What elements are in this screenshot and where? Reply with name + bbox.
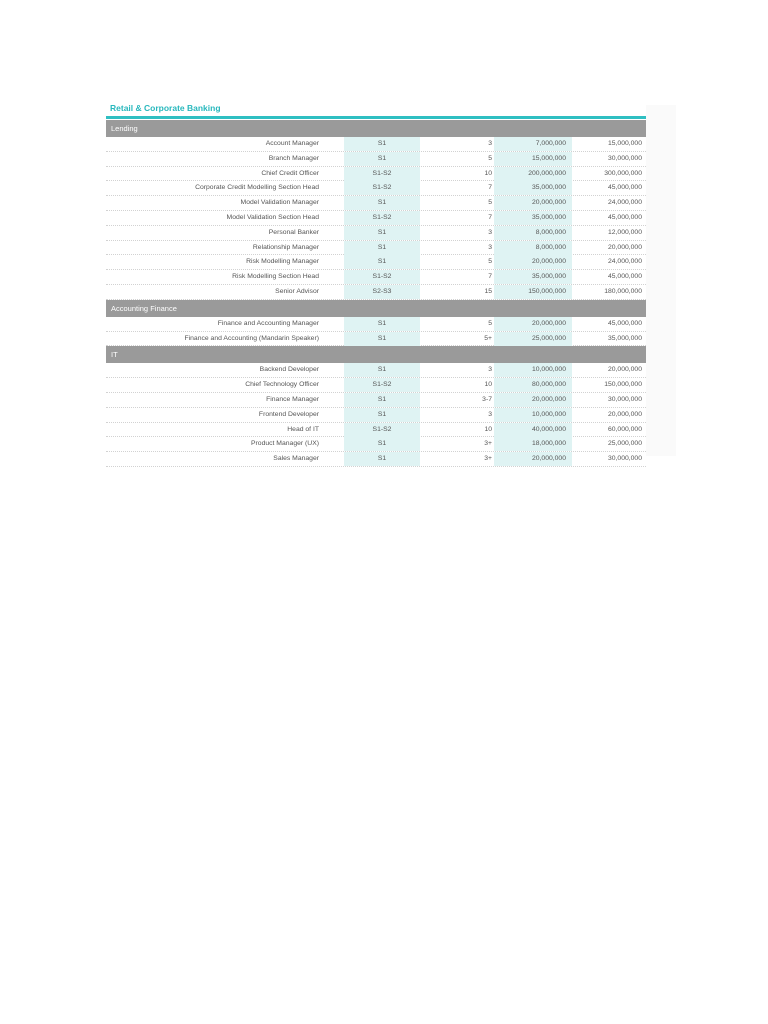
experience-cell: 7 <box>488 273 492 281</box>
max-salary-cell: 35,000,000 <box>607 334 642 342</box>
role-cell: Relationship Manager <box>252 243 319 251</box>
max-salary-cell: 30,000,000 <box>607 455 642 463</box>
role-cell: Finance and Accounting Manager <box>217 319 319 327</box>
role-cell: Corporate Credit Modelling Section Head <box>195 184 319 192</box>
table-row <box>106 255 646 270</box>
level-cell: S1 <box>344 137 420 151</box>
level-cell: S1 <box>344 226 420 240</box>
level-cell: S1 <box>344 363 420 377</box>
experience-cell: 3 <box>488 366 492 374</box>
role-cell: Personal Banker <box>268 228 319 236</box>
max-salary-cell: 30,000,000 <box>607 395 642 403</box>
experience-cell: 3 <box>488 410 492 418</box>
max-salary-cell: 20,000,000 <box>607 243 642 251</box>
max-salary-cell: 15,000,000 <box>607 140 642 147</box>
max-salary-cell: 20,000,000 <box>607 410 642 418</box>
experience-cell: 3 <box>488 228 492 236</box>
experience-cell: 5 <box>488 258 492 266</box>
min-salary-cell: 20,000,000 <box>494 255 572 269</box>
role-cell: Finance Manager <box>266 395 319 403</box>
experience-cell: 3 <box>488 140 492 147</box>
min-salary-cell: 20,000,000 <box>494 393 572 407</box>
table-row <box>106 181 646 196</box>
experience-cell: 5 <box>488 199 492 207</box>
title-underline <box>106 116 646 119</box>
max-salary-cell: 24,000,000 <box>607 199 642 207</box>
table-row <box>106 211 646 226</box>
experience-cell: 10 <box>484 381 492 389</box>
table-row <box>106 408 646 423</box>
experience-cell: 3 <box>488 243 492 251</box>
max-salary-cell: 25,000,000 <box>607 440 642 448</box>
role-cell: Frontend Developer <box>258 410 319 418</box>
min-salary-cell: 15,000,000 <box>494 152 572 166</box>
max-salary-cell: 300,000,000 <box>604 169 642 177</box>
table-row <box>106 137 646 152</box>
min-salary-cell: 80,000,000 <box>494 378 572 392</box>
table-row <box>106 363 646 378</box>
table-row <box>106 423 646 438</box>
level-cell: S1 <box>344 452 420 466</box>
level-cell: S1-S2 <box>344 211 420 225</box>
level-cell: S1-S2 <box>344 270 420 284</box>
page-title: Retail & Corporate Banking <box>110 103 221 113</box>
page-edge-shade <box>646 105 676 456</box>
role-cell: Branch Manager <box>268 154 319 162</box>
min-salary-cell: 7,000,000 <box>494 137 572 151</box>
max-salary-cell: 45,000,000 <box>607 273 642 281</box>
min-salary-cell: 25,000,000 <box>494 332 572 346</box>
experience-cell: 7 <box>488 184 492 192</box>
table-row <box>106 437 646 452</box>
role-cell: Account Manager <box>265 140 319 147</box>
experience-cell: 15 <box>484 287 492 295</box>
level-cell: S1 <box>344 408 420 422</box>
max-salary-cell: 180,000,000 <box>604 287 642 295</box>
role-cell: Finance and Accounting (Mandarin Speaker) <box>184 334 319 342</box>
level-cell: S1 <box>344 152 420 166</box>
min-salary-cell: 8,000,000 <box>494 226 572 240</box>
section-header: Lending <box>106 120 646 137</box>
min-salary-cell: 20,000,000 <box>494 317 572 331</box>
experience-cell: 10 <box>484 169 492 177</box>
role-cell: Backend Developer <box>259 366 319 374</box>
min-salary-cell: 10,000,000 <box>494 363 572 377</box>
experience-cell: 7 <box>488 213 492 221</box>
experience-cell: 3-7 <box>482 395 492 403</box>
section-header: Accounting Finance <box>106 300 646 317</box>
min-salary-cell: 150,000,000 <box>494 285 572 299</box>
level-cell: S1 <box>344 393 420 407</box>
table-row <box>106 332 646 347</box>
table-row <box>106 393 646 408</box>
level-cell: S1-S2 <box>344 167 420 181</box>
level-cell: S1-S2 <box>344 423 420 437</box>
role-cell: Risk Modelling Section Head <box>232 273 319 281</box>
role-cell: Model Validation Manager <box>240 199 319 207</box>
max-salary-cell: 12,000,000 <box>607 228 642 236</box>
experience-cell: 5 <box>488 319 492 327</box>
salary-table <box>106 120 646 463</box>
level-cell: S1-S2 <box>344 181 420 195</box>
min-salary-cell: 35,000,000 <box>494 211 572 225</box>
max-salary-cell: 45,000,000 <box>607 184 642 192</box>
max-salary-cell: 30,000,000 <box>607 154 642 162</box>
min-salary-cell: 35,000,000 <box>494 181 572 195</box>
table-row <box>106 317 646 332</box>
table-row <box>106 378 646 393</box>
table-row <box>106 196 646 211</box>
role-cell: Head of IT <box>287 425 319 433</box>
table-row <box>106 226 646 241</box>
role-cell: Senior Advisor <box>275 287 319 295</box>
min-salary-cell: 35,000,000 <box>494 270 572 284</box>
level-cell: S1 <box>344 437 420 451</box>
min-salary-cell: 8,000,000 <box>494 241 572 255</box>
max-salary-cell: 24,000,000 <box>607 258 642 266</box>
experience-cell: 5+ <box>484 334 492 342</box>
max-salary-cell: 150,000,000 <box>604 381 642 389</box>
max-salary-cell: 60,000,000 <box>607 425 642 433</box>
min-salary-cell: 10,000,000 <box>494 408 572 422</box>
role-cell: Chief Credit Officer <box>261 169 319 177</box>
role-cell: Model Validation Section Head <box>226 213 319 221</box>
level-cell: S1 <box>344 317 420 331</box>
level-cell: S1 <box>344 255 420 269</box>
experience-cell: 3+ <box>484 440 492 448</box>
level-cell: S1-S2 <box>344 378 420 392</box>
table-row <box>106 452 646 467</box>
table-row <box>106 285 646 300</box>
table-row <box>106 270 646 285</box>
min-salary-cell: 18,000,000 <box>494 437 572 451</box>
role-cell: Risk Modelling Manager <box>246 258 319 266</box>
table-row <box>106 167 646 182</box>
level-cell: S1 <box>344 241 420 255</box>
role-cell: Sales Manager <box>273 455 319 463</box>
min-salary-cell: 20,000,000 <box>494 196 572 210</box>
table-row <box>106 241 646 256</box>
experience-cell: 10 <box>484 425 492 433</box>
min-salary-cell: 20,000,000 <box>494 452 572 466</box>
max-salary-cell: 45,000,000 <box>607 213 642 221</box>
section-header: IT <box>106 346 646 363</box>
max-salary-cell: 45,000,000 <box>607 319 642 327</box>
experience-cell: 3+ <box>484 455 492 463</box>
experience-cell: 5 <box>488 154 492 162</box>
level-cell: S1 <box>344 332 420 346</box>
role-cell: Product Manager (UX) <box>251 440 319 448</box>
min-salary-cell: 40,000,000 <box>494 423 572 437</box>
min-salary-cell: 200,000,000 <box>494 167 572 181</box>
level-cell: S1 <box>344 196 420 210</box>
max-salary-cell: 20,000,000 <box>607 366 642 374</box>
table-row <box>106 152 646 167</box>
level-cell: S2-S3 <box>344 285 420 299</box>
role-cell: Chief Technology Officer <box>245 381 319 389</box>
